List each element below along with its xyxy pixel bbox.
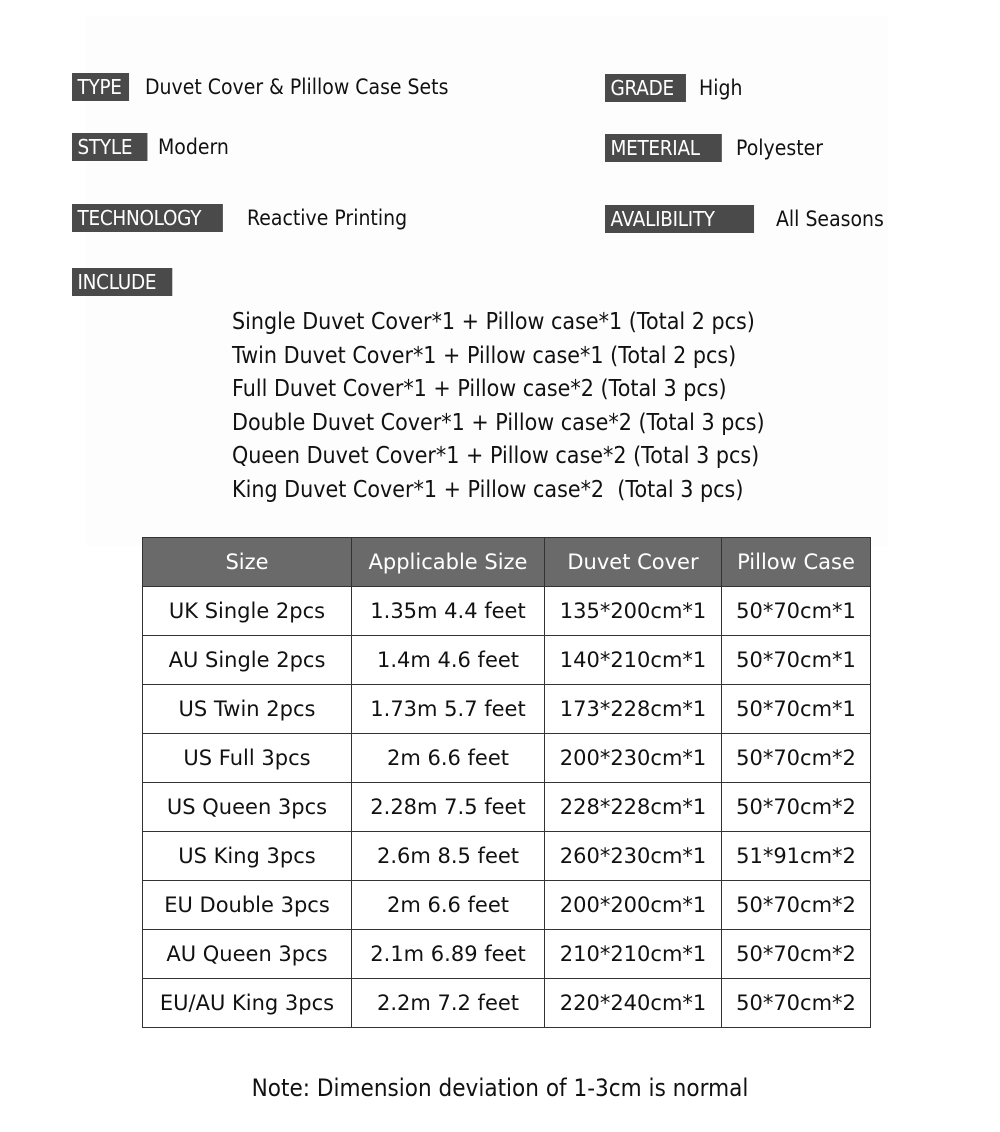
technology-tag: TECHNOLOGY bbox=[72, 204, 223, 232]
technology-value: Reactive Printing bbox=[247, 206, 408, 230]
size-table bbox=[142, 537, 871, 1028]
cell-applicable-size: 2.28m 7.5 feet bbox=[352, 783, 545, 832]
spec-grade bbox=[605, 73, 747, 103]
style-value: Modern bbox=[158, 135, 229, 159]
header-size: Size bbox=[143, 538, 352, 587]
cell-applicable-size: 2.1m 6.89 feet bbox=[352, 930, 545, 979]
cell-pillow-case: 50*70cm*2 bbox=[722, 734, 871, 783]
cell-duvet-cover: 140*210cm*1 bbox=[545, 636, 722, 685]
spec-material bbox=[605, 133, 833, 163]
spec-technology bbox=[72, 203, 425, 233]
type-value: Duvet Cover & Plillow Case Sets bbox=[145, 75, 449, 99]
cell-pillow-case: 50*70cm*1 bbox=[722, 636, 871, 685]
cell-size: AU Single 2pcs bbox=[143, 636, 352, 685]
table-row bbox=[143, 881, 871, 930]
table-row bbox=[143, 636, 871, 685]
cell-applicable-size: 2.6m 8.5 feet bbox=[352, 832, 545, 881]
cell-duvet-cover: 200*200cm*1 bbox=[545, 881, 722, 930]
cell-pillow-case: 50*70cm*2 bbox=[722, 979, 871, 1028]
cell-pillow-case: 50*70cm*2 bbox=[722, 881, 871, 930]
include-item: King Duvet Cover*1 + Pillow case*2 (Total 3 pcs) bbox=[232, 476, 744, 503]
cell-pillow-case: 50*70cm*1 bbox=[722, 587, 871, 636]
include-item: Single Duvet Cover*1 + Pillow case*1 (Total 2 pcs) bbox=[232, 309, 755, 335]
cell-applicable-size: 2m 6.6 feet bbox=[352, 881, 545, 930]
cell-applicable-size: 1.73m 5.7 feet bbox=[352, 685, 545, 734]
cell-size: US Queen 3pcs bbox=[143, 783, 352, 832]
table-header-row bbox=[143, 538, 871, 587]
availability-value: All Seasons bbox=[776, 207, 884, 231]
table-row bbox=[143, 783, 871, 832]
cell-duvet-cover: 173*228cm*1 bbox=[545, 685, 722, 734]
cell-duvet-cover: 220*240cm*1 bbox=[545, 979, 722, 1028]
cell-duvet-cover: 200*230cm*1 bbox=[545, 734, 722, 783]
cell-size: EU Double 3pcs bbox=[143, 881, 352, 930]
table-row bbox=[143, 734, 871, 783]
spec-include bbox=[72, 267, 181, 297]
spec-availability bbox=[605, 204, 896, 234]
availability-tag: AVALIBILITY bbox=[605, 205, 754, 233]
cell-size: US Full 3pcs bbox=[143, 734, 352, 783]
cell-pillow-case: 50*70cm*2 bbox=[722, 930, 871, 979]
include-tag: INCLUDE bbox=[72, 268, 172, 296]
table-row bbox=[143, 587, 871, 636]
cell-pillow-case: 50*70cm*1 bbox=[722, 685, 871, 734]
include-item: Double Duvet Cover*1 + Pillow case*2 (Total 3 pcs) bbox=[232, 409, 765, 436]
type-tag: TYPE bbox=[72, 73, 129, 101]
header-duvet-cover: Duvet Cover bbox=[545, 538, 722, 587]
style-tag: STYLE bbox=[72, 133, 147, 161]
include-item: Queen Duvet Cover*1 + Pillow case*2 (Total 3 pcs) bbox=[232, 443, 760, 469]
dimension-note bbox=[0, 1074, 1000, 1102]
spec-style bbox=[72, 132, 237, 162]
include-item: Full Duvet Cover*1 + Pillow case*2 (Total 3 pcs) bbox=[232, 376, 727, 402]
cell-size: UK Single 2pcs bbox=[143, 587, 352, 636]
include-item: Twin Duvet Cover*1 + Pillow case*1 (Total 2 pcs) bbox=[232, 342, 737, 369]
header-pillow-case: Pillow Case bbox=[722, 538, 871, 587]
cell-duvet-cover: 260*230cm*1 bbox=[545, 832, 722, 881]
material-tag: METERIAL bbox=[605, 134, 722, 162]
cell-applicable-size: 2m 6.6 feet bbox=[352, 734, 545, 783]
cell-pillow-case: 51*91cm*2 bbox=[722, 832, 871, 881]
table-row bbox=[143, 979, 871, 1028]
table-row bbox=[143, 930, 871, 979]
grade-value: High bbox=[699, 76, 743, 100]
grade-tag: GRADE bbox=[605, 74, 686, 102]
cell-size: US King 3pcs bbox=[143, 832, 352, 881]
cell-applicable-size: 1.35m 4.4 feet bbox=[352, 587, 545, 636]
include-list bbox=[232, 306, 824, 507]
cell-applicable-size: 1.4m 4.6 feet bbox=[352, 636, 545, 685]
header-applicable-size: Applicable Size bbox=[352, 538, 545, 587]
material-value: Polyester bbox=[736, 136, 824, 160]
cell-applicable-size: 2.2m 7.2 feet bbox=[352, 979, 545, 1028]
cell-size: US Twin 2pcs bbox=[143, 685, 352, 734]
table-row bbox=[143, 685, 871, 734]
note-text: Note: Dimension deviation of 1-3cm is normal bbox=[251, 1074, 749, 1102]
table-row bbox=[143, 832, 871, 881]
cell-duvet-cover: 210*210cm*1 bbox=[545, 930, 722, 979]
cell-pillow-case: 50*70cm*2 bbox=[722, 783, 871, 832]
cell-size: EU/AU King 3pcs bbox=[143, 979, 352, 1028]
cell-duvet-cover: 135*200cm*1 bbox=[545, 587, 722, 636]
cell-size: AU Queen 3pcs bbox=[143, 930, 352, 979]
cell-duvet-cover: 228*228cm*1 bbox=[545, 783, 722, 832]
spec-type bbox=[72, 72, 482, 102]
